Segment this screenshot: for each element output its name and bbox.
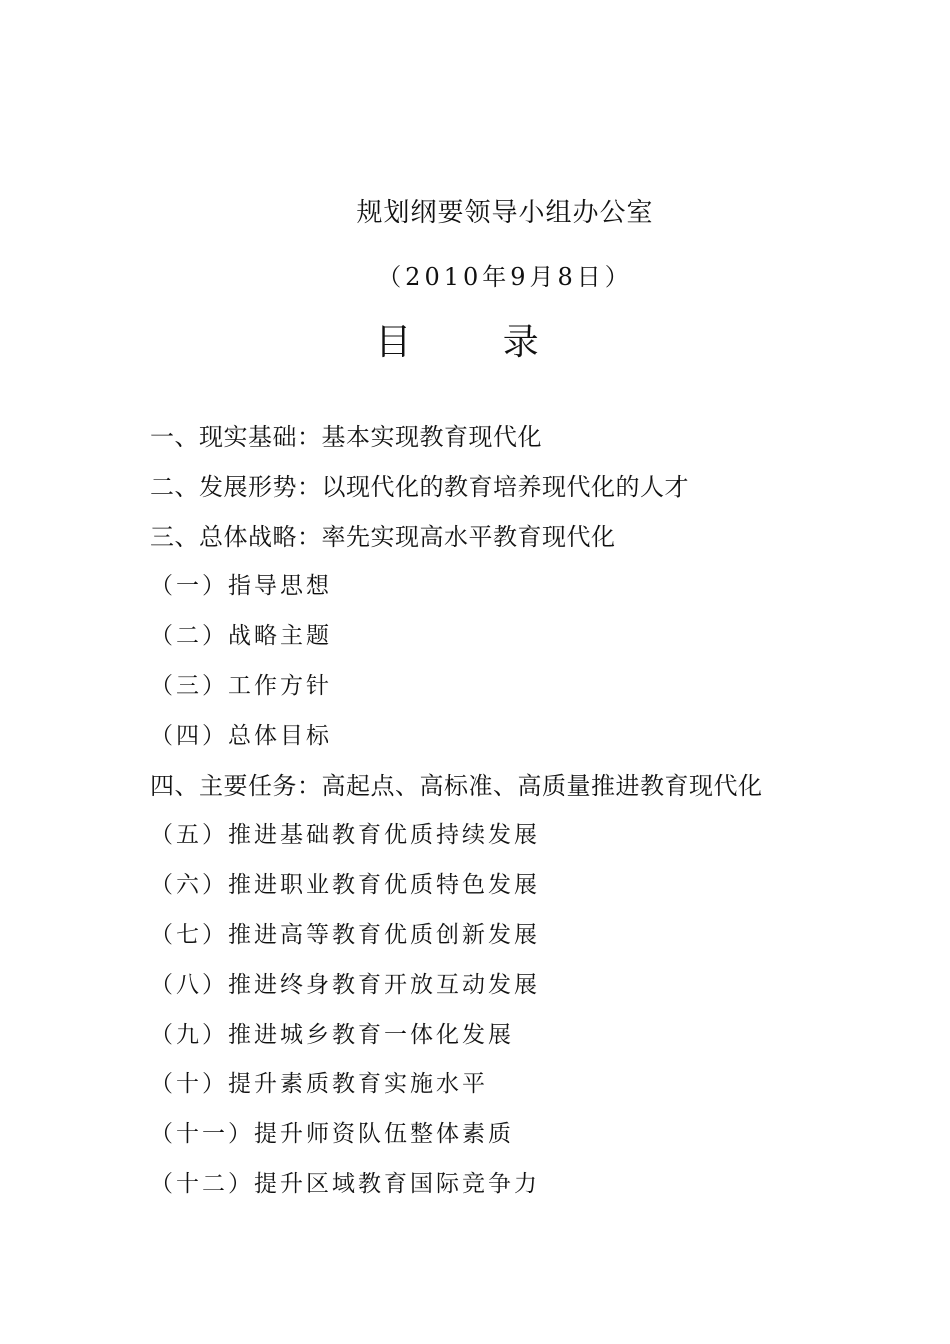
toc-item: 三、总体战略：率先实现高水平教育现代化 [150,522,616,551]
toc-item: 四、主要任务：高起点、高标准、高质量推进教育现代化 [150,771,763,800]
toc-item: （六）推进职业教育优质特色发展 [150,872,540,899]
toc-item: （十一）提升师资队伍整体素质 [150,1121,514,1148]
toc-item: （五）推进基础教育优质持续发展 [150,822,540,849]
toc-item: （十二）提升区域教育国际竞争力 [150,1170,540,1197]
toc-item: （八）推进终身教育开放互动发展 [150,971,540,998]
organization-name: 规划纲要领导小组办公室 [356,198,654,228]
toc-item: 一、现实基础：基本实现教育现代化 [150,423,542,451]
toc-item: （九）推进城乡教育一体化发展 [150,1021,514,1048]
toc-item: （一）指导思想 [150,573,332,600]
toc-item: （七）推进高等教育优质创新发展 [150,921,540,948]
issue-date: （2010年9月8日） [377,263,633,291]
table-of-contents [150,414,910,1211]
toc-item: （四）总体目标 [150,722,332,749]
toc-item: 二、发展形势：以现代化的教育培养现代化的人才 [150,472,689,501]
toc-item: （二）战略主题 [150,623,332,650]
toc-title: 目 录 [375,322,579,363]
toc-item: （三）工作方针 [150,672,332,699]
toc-item: （十）提升素质教育实施水平 [150,1071,488,1098]
